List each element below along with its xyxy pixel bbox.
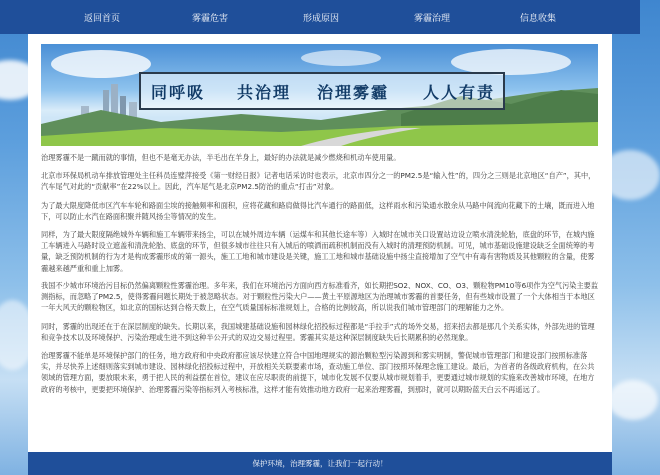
slogan-text: 治理雾霾 xyxy=(317,83,390,102)
cloud-decoration xyxy=(608,380,658,420)
slogan-box xyxy=(139,72,505,110)
footer-bar xyxy=(28,452,612,475)
article-paragraph: 同样，为了最大限度隔绝城外车辆和施工车辆带来扬尘，可以在城外周边车辆（运煤车和其他长途车等）入城时在城市关口设置站边设立喷水清洗轮胎，底盘的环节，在城内施工车辆进入马路时设立遮盖和清洗轮胎、底盘的环节，但很多城市往往只有入城后的喷洒而疏积机制而没有入城时的清理预防机制。可见，城市基础设施建设缺乏全面统筹的考量，缺乏预防机制的行为才是构成雾霾形成的第一源头，施工工地和城市建设是关键，施工工地和城市基础设施中扬尘直接增加了空气中有毒有害物质及其他颗粒的含量，使雾霾越来越严重和重上加雾。 xyxy=(41,230,595,273)
nav-item-causes[interactable]: 形成原因 xyxy=(302,14,339,24)
nav-item-info-collection[interactable]: 信息收集 xyxy=(519,14,556,24)
article-paragraph: 治理雾霾不是一蹴而就的事情，但也不是毫无办法，半毛出在羊身上，最好的办法就是减少燃烧和机动车使用量。 xyxy=(41,153,401,162)
slogan-text: 同呼吸 xyxy=(151,83,206,102)
top-nav xyxy=(0,0,640,34)
article-paragraph: 治理雾霾不能单是环境保护部门的任务，地方政府和中央政府都应该尽快建立符合中国地理规实的源治颗粒型污染源到和雾实明制，警促城市管理部门和建设部门按照标准落实，并尽快养上述细则落实到城市建设、园林绿化招投标过程中，开放相关关联要素市场，查动施工单位、部门按照环保理念施工建设。最后，为首者的各级政府机构，在公共领域的管理方面，要放眼未来，勇于把人民的利益摆在首位，建议在应尽职责的前提下，城市化发展不仅要从城市规划着手，更要通过城市规划的实施来改善城市环境，在地方政府的考核中，更要把环境保护、治理雾霾污染等指标列入考核标准，这样才能有效推动地方政府一起来治理雾霾，到那时，就可以期盼蓝天白云不再遥远了。 xyxy=(41,351,595,394)
hero-banner xyxy=(41,44,598,146)
nav-item-home[interactable]: 返回首页 xyxy=(83,14,120,24)
nav-item-governance[interactable]: 雾霾治理 xyxy=(413,14,450,24)
article-paragraph: 北京市环保局机动车排放管理处主任科员连璧萍接受《第一财经日报》记者电话采访时也表示，北京市四分之一的PM2.5是“输入性”的，四分之三则是北京地区“自产”，其中，汽车尾气对此的“贡献率”在22%以上。因此，汽车尾气是北京PM2.5防治的重点“打击”对象。 xyxy=(41,171,596,192)
article-content xyxy=(41,152,601,394)
nav-item-hazards[interactable]: 雾霾危害 xyxy=(191,14,228,24)
footer-slogan: 保护环境，治理雾霾，让我们一起行动！ xyxy=(252,459,388,468)
article-paragraph: 我国不少城市环境治污目标仍然偏离颗粒性雾霾治理。多年来，我们在环境治污方面向西方标准看齐，如长期把SO2、NOX、CO、O3、颗粒物PM10等6项作为空气污染主要监测指标，而忽略了PM2.5，使得雾霾问题长期处于被忽略状态。对于颗粒性污染大户——黄土平原源地区为治理城市雾霾的首要任务，但有些城市设置了一个大体相当于本地区一年大风天的颗粒物区，如北京的国标达到合格天数上，在空气质量国标标准规划上，合格的比例较高，所以说我们城市管理部门的理解能力之外。 xyxy=(41,281,599,313)
slogan-text: 人人有责 xyxy=(423,83,496,102)
slogan-text: 共治理 xyxy=(237,83,292,102)
main-panel xyxy=(28,34,612,452)
article-paragraph: 为了最大限度降低市区汽车车轮和路面尘埃的接触频率和面积，应将花藏和路肩做得比汽车通行的路面低，这样雨水和污染通水散余从马路中间流向花藏下的土壤，既而进入地下，可以防止水汽在路面积聚并随风扬尘等情况的发生。 xyxy=(41,200,595,221)
article-paragraph: 同时，雾霾的出现还在于在深层制度的缺失。长期以来，我国城建基础设施和园林绿化招投标过程都是“手拉手”式的场外交易，招来招去都是那几个关系实体，外部先进的管理和竞争技术以及环境保护、污染治理或生进不到这种半公开式的双边交易过程里。雾霾其实是这种深层制度缺失后长期累积的必然现象。 xyxy=(41,321,595,342)
